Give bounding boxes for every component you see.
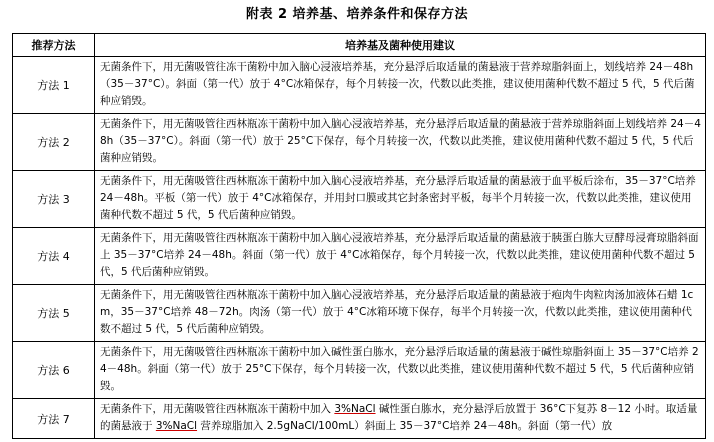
table-row (13, 399, 706, 439)
table-row (13, 285, 706, 342)
methods-table (12, 33, 706, 439)
nacl-term: 3%NaCl (155, 420, 198, 432)
nacl-term: 3%NaCl (334, 403, 376, 415)
table-row (13, 57, 706, 114)
method-description (95, 399, 706, 439)
method-label: 方法 3 (13, 171, 95, 228)
method-description: 无菌条件下，用无菌吸管往西林瓶冻干菌粉中加入脑心浸液培养基，充分悬浮后取适量的菌悬液于疱肉牛肉粒肉汤加液体石蜡 1cm，35－37°C培养 48－72h。肉汤（第一代）放于 4°C冰箱环境下保存，每半个月转接一次，代数以此类推，建议使用菌种代数不超过 5 代，5 代后菌种应销毁。 (95, 285, 706, 342)
method-label: 方法 1 (13, 57, 95, 114)
method-label: 方法 7 (13, 399, 95, 439)
method-label: 方法 6 (13, 342, 95, 399)
table-title: 附表 2 培养基、培养条件和保存方法 (245, 7, 469, 22)
table-row (13, 228, 706, 285)
method-description: 无菌条件下，用无菌吸管往西林瓶冻干菌粉中加入脑心浸液培养基，充分悬浮后取适量的菌悬液于血平板后涂布，35－37°C培养 24－48h。平板（第一代）放于 4°C冰箱保存，并用封口膜或其它封条密封平板，每半个月转接一次，代数以此类推，建议使用菌种代数不超过 5 代，5 代后菌种应销毁。 (95, 171, 706, 228)
header-suggestion: 培养基及菌种使用建议 (95, 34, 706, 57)
method-label: 方法 5 (13, 285, 95, 342)
table-row (13, 171, 706, 228)
method-description: 无菌条件下，用无菌吸管往西林瓶冻干菌粉中加入脑心浸液培养基，充分悬浮后取适量的菌悬液于营养琼脂斜面上划线培养 24－48h（35－37°C）。斜面（第一代）放于 25°C下保存，每个月转接一次，代数以此类推，建议使用菌种代数不超过 5 代，5 代后菌种应销毁。 (95, 114, 706, 171)
method-label: 方法 2 (13, 114, 95, 171)
method-description: 无菌条件下，用无菌吸管往西林瓶冻干菌粉中加入脑心浸液培养基，充分悬浮后取适量的菌悬液于胰蛋白胨大豆酵母浸膏琼脂斜面上 35－37°C培养 24－48h。斜面（第一代）放于 4°C冰箱保存，每个月转接一次，代数以此类推，建议使用菌种代数不超过 5 代，5 代后菌种应销毁。 (95, 228, 706, 285)
method-description: 无菌条件下，用无菌吸管往西林瓶冻干菌粉中加入碱性蛋白胨水，充分悬浮后取适量的菌悬液于碱性琼脂斜面上 35－37°C培养 24－48h。斜面（第一代）放于 25°C下保存，每个月转接一次，代数以此类推，建议使用菌种代数不超过 5 代，5 代后菌种应销毁。 (95, 342, 706, 399)
desc-part: 无菌条件下，用无菌吸管往西林瓶冻干菌粉中加入 (100, 403, 335, 415)
desc-part: 营养琼脂加入 2.5gNaCl/100mL）斜面上 35－37°C培养 24－48h。斜面（第一代）放 (197, 420, 613, 432)
table-row (13, 114, 706, 171)
table-row (13, 342, 706, 399)
table-header-row (13, 34, 706, 57)
header-method: 推荐方法 (13, 34, 95, 57)
method-label: 方法 4 (13, 228, 95, 285)
desc-part: 碱性蛋白胨水，充分悬浮后放置于 36°C下复苏 8－12 小时。取适量的菌悬液于 (100, 403, 698, 432)
method-description: 无菌条件下，用无菌吸管往冻干菌粉中加入脑心浸液培养基，充分悬浮后取适量的菌悬液于营养琼脂斜面上，划线培养 24－48h（35－37°C）。斜面（第一代）放于 4°C冰箱保存，每个月转接一次，代数以此类推，建议使用菌种代数不超过 5 代，5 代后菌种应销毁。 (95, 57, 706, 114)
